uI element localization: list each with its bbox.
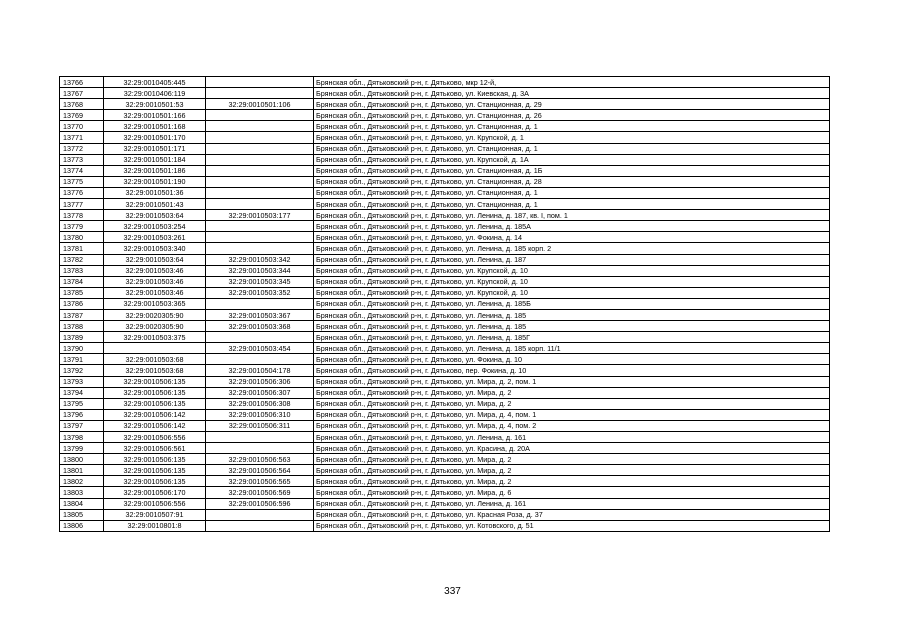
table-row [60, 176, 830, 187]
table-row [60, 232, 830, 243]
address-cell: Брянская обл., Дятьковский р-н, г. Дятьково, ул. Ленина, д. 185 корп. 11/1 [314, 343, 830, 354]
address-cell: Брянская обл., Дятьковский р-н, г. Дятьково, ул. Мира, д. 2 [314, 398, 830, 409]
table-row [60, 221, 830, 232]
address-cell: Брянская обл., Дятьковский р-н, г. Дятьково, ул. Киевская, д. 3А [314, 88, 830, 99]
parcel-cadastral-number-cell [104, 343, 206, 354]
building-cadastral-number-cell [206, 165, 314, 176]
table-row [60, 77, 830, 88]
parcel-cadastral-number-cell: 32:29:0010801:8 [104, 520, 206, 531]
row-number-cell: 13775 [60, 176, 104, 187]
table-row [60, 287, 830, 298]
parcel-cadastral-number-cell: 32:29:0010501:171 [104, 143, 206, 154]
table-row [60, 265, 830, 276]
row-number-cell: 13804 [60, 498, 104, 509]
row-number-cell: 13803 [60, 487, 104, 498]
row-number-cell: 13789 [60, 332, 104, 343]
address-cell: Брянская обл., Дятьковский р-н, г. Дятьково, ул. Мира, д. 4, пом. 1 [314, 409, 830, 420]
table-row [60, 132, 830, 143]
row-number-cell: 13780 [60, 232, 104, 243]
table-row [60, 465, 830, 476]
row-number-cell: 13802 [60, 476, 104, 487]
row-number-cell: 13797 [60, 420, 104, 431]
building-cadastral-number-cell: 32:29:0010504:178 [206, 365, 314, 376]
building-cadastral-number-cell: 32:29:0010506:564 [206, 465, 314, 476]
row-number-cell: 13796 [60, 409, 104, 420]
parcel-cadastral-number-cell: 32:29:0010506:135 [104, 398, 206, 409]
parcel-cadastral-number-cell: 32:29:0010503:46 [104, 276, 206, 287]
table-row [60, 420, 830, 431]
address-cell: Брянская обл., Дятьковский р-н, г. Дятьково, ул. Станционная, д. 1 [314, 187, 830, 198]
building-cadastral-number-cell: 32:29:0010503:352 [206, 287, 314, 298]
register-table-body [60, 77, 830, 532]
row-number-cell: 13793 [60, 376, 104, 387]
row-number-cell: 13770 [60, 121, 104, 132]
table-row [60, 398, 830, 409]
building-cadastral-number-cell [206, 176, 314, 187]
building-cadastral-number-cell: 32:29:0010506:596 [206, 498, 314, 509]
building-cadastral-number-cell [206, 520, 314, 531]
table-row [60, 354, 830, 365]
address-cell: Брянская обл., Дятьковский р-н, г. Дятьково, ул. Станционная, д. 26 [314, 110, 830, 121]
table-row [60, 476, 830, 487]
building-cadastral-number-cell: 32:29:0010506:563 [206, 454, 314, 465]
building-cadastral-number-cell: 32:29:0010503:177 [206, 210, 314, 221]
building-cadastral-number-cell [206, 110, 314, 121]
table-row [60, 110, 830, 121]
building-cadastral-number-cell [206, 121, 314, 132]
parcel-cadastral-number-cell: 32:29:0010506:135 [104, 476, 206, 487]
row-number-cell: 13787 [60, 309, 104, 320]
parcel-cadastral-number-cell: 32:29:0020305:90 [104, 321, 206, 332]
table-row [60, 143, 830, 154]
parcel-cadastral-number-cell: 32:29:0010506:142 [104, 409, 206, 420]
address-cell: Брянская обл., Дятьковский р-н, г. Дятьково, ул. Ленина, д. 185 корп. 2 [314, 243, 830, 254]
building-cadastral-number-cell: 32:29:0010503:368 [206, 321, 314, 332]
address-cell: Брянская обл., Дятьковский р-н, г. Дятьково, ул. Крупской, д. 10 [314, 276, 830, 287]
address-cell: Брянская обл., Дятьковский р-н, г. Дятьково, ул. Ленина, д. 185Б [314, 298, 830, 309]
row-number-cell: 13782 [60, 254, 104, 265]
row-number-cell: 13778 [60, 210, 104, 221]
table-row [60, 365, 830, 376]
address-cell: Брянская обл., Дятьковский р-н, г. Дятьково, ул. Мира, д. 6 [314, 487, 830, 498]
row-number-cell: 13772 [60, 143, 104, 154]
address-cell: Брянская обл., Дятьковский р-н, г. Дятьково, ул. Крупской, д. 10 [314, 265, 830, 276]
building-cadastral-number-cell: 32:29:0010503:454 [206, 343, 314, 354]
table-row [60, 121, 830, 132]
parcel-cadastral-number-cell: 32:29:0010503:64 [104, 254, 206, 265]
parcel-cadastral-number-cell: 32:29:0010503:46 [104, 265, 206, 276]
parcel-cadastral-number-cell: 32:29:0010501:166 [104, 110, 206, 121]
row-number-cell: 13774 [60, 165, 104, 176]
row-number-cell: 13805 [60, 509, 104, 520]
parcel-cadastral-number-cell: 32:29:0010503:46 [104, 287, 206, 298]
parcel-cadastral-number-cell: 32:29:0010503:261 [104, 232, 206, 243]
building-cadastral-number-cell [206, 154, 314, 165]
parcel-cadastral-number-cell: 32:29:0010503:64 [104, 210, 206, 221]
table-row [60, 409, 830, 420]
parcel-cadastral-number-cell: 32:29:0010501:53 [104, 99, 206, 110]
parcel-cadastral-number-cell: 32:29:0010406:119 [104, 88, 206, 99]
row-number-cell: 13794 [60, 387, 104, 398]
row-number-cell: 13788 [60, 321, 104, 332]
row-number-cell: 13769 [60, 110, 104, 121]
building-cadastral-number-cell [206, 232, 314, 243]
address-cell: Брянская обл., Дятьковский р-н, г. Дятьково, пер. Фокина, д. 10 [314, 365, 830, 376]
address-cell: Брянская обл., Дятьковский р-н, г. Дятьково, ул. Котовского, д. 51 [314, 520, 830, 531]
parcel-cadastral-number-cell: 32:29:0010503:375 [104, 332, 206, 343]
row-number-cell: 13767 [60, 88, 104, 99]
table-row [60, 298, 830, 309]
parcel-cadastral-number-cell: 32:29:0010506:135 [104, 454, 206, 465]
parcel-cadastral-number-cell: 32:29:0010405:445 [104, 77, 206, 88]
address-cell: Брянская обл., Дятьковский р-н, г. Дятьково, ул. Мира, д. 2, пом. 1 [314, 376, 830, 387]
table-row [60, 376, 830, 387]
table-row [60, 276, 830, 287]
parcel-cadastral-number-cell: 32:29:0010501:36 [104, 187, 206, 198]
row-number-cell: 13785 [60, 287, 104, 298]
parcel-cadastral-number-cell: 32:29:0010501:170 [104, 132, 206, 143]
row-number-cell: 13777 [60, 199, 104, 210]
page-number: 337 [444, 586, 461, 597]
row-number-cell: 13795 [60, 398, 104, 409]
building-cadastral-number-cell [206, 221, 314, 232]
table-row [60, 498, 830, 509]
row-number-cell: 13771 [60, 132, 104, 143]
building-cadastral-number-cell: 32:29:0010506:308 [206, 398, 314, 409]
building-cadastral-number-cell [206, 332, 314, 343]
building-cadastral-number-cell: 32:29:0010506:565 [206, 476, 314, 487]
address-cell: Брянская обл., Дятьковский р-н, г. Дятьково, ул. Станционная, д. 29 [314, 99, 830, 110]
address-cell: Брянская обл., Дятьковский р-н, г. Дятьково, ул. Фокина, д. 10 [314, 354, 830, 365]
parcel-cadastral-number-cell: 32:29:0010506:142 [104, 420, 206, 431]
property-register-table [59, 76, 830, 532]
table-row [60, 154, 830, 165]
building-cadastral-number-cell [206, 132, 314, 143]
table-row [60, 88, 830, 99]
building-cadastral-number-cell: 32:29:0010503:344 [206, 265, 314, 276]
table-row [60, 332, 830, 343]
address-cell: Брянская обл., Дятьковский р-н, г. Дятьково, ул. Фокина, д. 14 [314, 232, 830, 243]
building-cadastral-number-cell [206, 187, 314, 198]
building-cadastral-number-cell: 32:29:0010503:367 [206, 309, 314, 320]
building-cadastral-number-cell: 32:29:0010501:106 [206, 99, 314, 110]
address-cell: Брянская обл., Дятьковский р-н, г. Дятьково, ул. Ленина, д. 185А [314, 221, 830, 232]
address-cell: Брянская обл., Дятьковский р-н, г. Дятьково, ул. Ленина, д. 161 [314, 432, 830, 443]
table-row [60, 199, 830, 210]
row-number-cell: 13773 [60, 154, 104, 165]
row-number-cell: 13790 [60, 343, 104, 354]
address-cell: Брянская обл., Дятьковский р-н, г. Дятьково, ул. Крупской, д. 10 [314, 287, 830, 298]
parcel-cadastral-number-cell: 32:29:0010506:561 [104, 443, 206, 454]
building-cadastral-number-cell [206, 88, 314, 99]
table-row [60, 509, 830, 520]
parcel-cadastral-number-cell: 32:29:0010503:340 [104, 243, 206, 254]
parcel-cadastral-number-cell: 32:29:0010506:135 [104, 376, 206, 387]
address-cell: Брянская обл., Дятьковский р-н, г. Дятьково, ул. Крупской, д. 1 [314, 132, 830, 143]
table-row [60, 309, 830, 320]
building-cadastral-number-cell: 32:29:0010506:306 [206, 376, 314, 387]
parcel-cadastral-number-cell: 32:29:0010506:135 [104, 387, 206, 398]
address-cell: Брянская обл., Дятьковский р-н, г. Дятьково, ул. Станционная, д. 1 [314, 121, 830, 132]
parcel-cadastral-number-cell: 32:29:0010503:68 [104, 365, 206, 376]
parcel-cadastral-number-cell: 32:29:0010507:91 [104, 509, 206, 520]
row-number-cell: 13768 [60, 99, 104, 110]
table-row [60, 99, 830, 110]
parcel-cadastral-number-cell: 32:29:0010506:135 [104, 465, 206, 476]
address-cell: Брянская обл., Дятьковский р-н, г. Дятьково, ул. Мира, д. 2 [314, 476, 830, 487]
row-number-cell: 13783 [60, 265, 104, 276]
row-number-cell: 13766 [60, 77, 104, 88]
building-cadastral-number-cell [206, 243, 314, 254]
row-number-cell: 13784 [60, 276, 104, 287]
table-row [60, 243, 830, 254]
table-row [60, 187, 830, 198]
address-cell: Брянская обл., Дятьковский р-н, г. Дятьково, ул. Станционная, д. 1Б [314, 165, 830, 176]
address-cell: Брянская обл., Дятьковский р-н, г. Дятьково, ул. Мира, д. 2 [314, 454, 830, 465]
address-cell: Брянская обл., Дятьковский р-н, г. Дятьково, ул. Крупской, д. 1А [314, 154, 830, 165]
parcel-cadastral-number-cell: 32:29:0010501:43 [104, 199, 206, 210]
row-number-cell: 13800 [60, 454, 104, 465]
parcel-cadastral-number-cell: 32:29:0010501:190 [104, 176, 206, 187]
parcel-cadastral-number-cell: 32:29:0010501:184 [104, 154, 206, 165]
row-number-cell: 13798 [60, 432, 104, 443]
table-row [60, 210, 830, 221]
address-cell: Брянская обл., Дятьковский р-н, г. Дятьково, ул. Ленина, д. 185 [314, 309, 830, 320]
address-cell: Брянская обл., Дятьковский р-н, г. Дятьково, ул. Красина, д. 20А [314, 443, 830, 454]
parcel-cadastral-number-cell: 32:29:0010503:254 [104, 221, 206, 232]
table-row [60, 454, 830, 465]
address-cell: Брянская обл., Дятьковский р-н, г. Дятьково, ул. Ленина, д. 185 [314, 321, 830, 332]
address-cell: Брянская обл., Дятьковский р-н, г. Дятьково, мкр 12-й, [314, 77, 830, 88]
row-number-cell: 13799 [60, 443, 104, 454]
address-cell: Брянская обл., Дятьковский р-н, г. Дятьково, ул. Ленина, д. 185Г [314, 332, 830, 343]
building-cadastral-number-cell [206, 298, 314, 309]
row-number-cell: 13806 [60, 520, 104, 531]
building-cadastral-number-cell [206, 509, 314, 520]
address-cell: Брянская обл., Дятьковский р-н, г. Дятьково, ул. Мира, д. 2 [314, 465, 830, 476]
building-cadastral-number-cell: 32:29:0010506:307 [206, 387, 314, 398]
address-cell: Брянская обл., Дятьковский р-н, г. Дятьково, ул. Станционная, д. 28 [314, 176, 830, 187]
address-cell: Брянская обл., Дятьковский р-н, г. Дятьково, ул. Мира, д. 4, пом. 2 [314, 420, 830, 431]
table-row [60, 387, 830, 398]
parcel-cadastral-number-cell: 32:29:0010503:365 [104, 298, 206, 309]
address-cell: Брянская обл., Дятьковский р-н, г. Дятьково, ул. Ленина, д. 187 [314, 254, 830, 265]
building-cadastral-number-cell: 32:29:0010503:345 [206, 276, 314, 287]
building-cadastral-number-cell: 32:29:0010506:569 [206, 487, 314, 498]
address-cell: Брянская обл., Дятьковский р-н, г. Дятьково, ул. Ленина, д. 187, кв. I, пом. 1 [314, 210, 830, 221]
row-number-cell: 13791 [60, 354, 104, 365]
parcel-cadastral-number-cell: 32:29:0010501:168 [104, 121, 206, 132]
table-row [60, 254, 830, 265]
building-cadastral-number-cell [206, 77, 314, 88]
building-cadastral-number-cell: 32:29:0010503:342 [206, 254, 314, 265]
parcel-cadastral-number-cell: 32:29:0020305:90 [104, 309, 206, 320]
table-row [60, 432, 830, 443]
building-cadastral-number-cell [206, 199, 314, 210]
address-cell: Брянская обл., Дятьковский р-н, г. Дятьково, ул. Красная Роза, д. 37 [314, 509, 830, 520]
parcel-cadastral-number-cell: 32:29:0010503:68 [104, 354, 206, 365]
row-number-cell: 13801 [60, 465, 104, 476]
building-cadastral-number-cell [206, 354, 314, 365]
building-cadastral-number-cell [206, 432, 314, 443]
row-number-cell: 13779 [60, 221, 104, 232]
address-cell: Брянская обл., Дятьковский р-н, г. Дятьково, ул. Ленина, д. 161 [314, 498, 830, 509]
table-row [60, 487, 830, 498]
table-row [60, 520, 830, 531]
parcel-cadastral-number-cell: 32:29:0010506:556 [104, 498, 206, 509]
building-cadastral-number-cell: 32:29:0010506:310 [206, 409, 314, 420]
building-cadastral-number-cell [206, 443, 314, 454]
table-row [60, 321, 830, 332]
table-row [60, 443, 830, 454]
row-number-cell: 13781 [60, 243, 104, 254]
row-number-cell: 13776 [60, 187, 104, 198]
address-cell: Брянская обл., Дятьковский р-н, г. Дятьково, ул. Станционная, д. 1 [314, 143, 830, 154]
parcel-cadastral-number-cell: 32:29:0010501:186 [104, 165, 206, 176]
parcel-cadastral-number-cell: 32:29:0010506:170 [104, 487, 206, 498]
table-row [60, 343, 830, 354]
address-cell: Брянская обл., Дятьковский р-н, г. Дятьково, ул. Станционная, д. 1 [314, 199, 830, 210]
parcel-cadastral-number-cell: 32:29:0010506:556 [104, 432, 206, 443]
address-cell: Брянская обл., Дятьковский р-н, г. Дятьково, ул. Мира, д. 2 [314, 387, 830, 398]
building-cadastral-number-cell: 32:29:0010506:311 [206, 420, 314, 431]
building-cadastral-number-cell [206, 143, 314, 154]
table-row [60, 165, 830, 176]
row-number-cell: 13786 [60, 298, 104, 309]
row-number-cell: 13792 [60, 365, 104, 376]
